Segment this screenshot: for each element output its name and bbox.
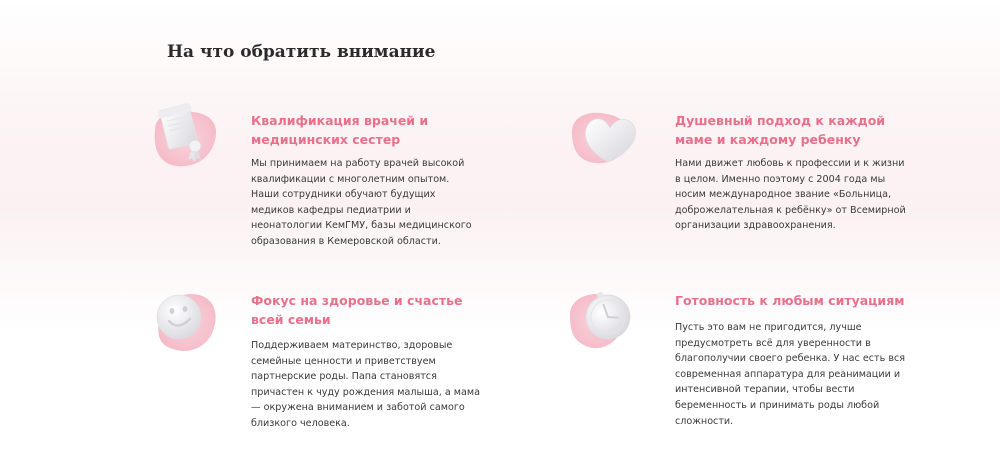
- section-title: На что обратить внимание: [167, 42, 436, 62]
- feature-card-family: [145, 285, 480, 429]
- smiley-icon: [145, 285, 225, 365]
- certificate-icon: [145, 100, 225, 180]
- feature-text: Нами движет любовь к профессии и к жизни в целом. Именно поэтому с 2004 года мы носим международное звание «Больница, доброжелательная к ребёнку» от Всемирной организации здравоохранения.: [675, 158, 906, 232]
- feature-text: Поддерживаем материнство, здоровые семейные ценности и приветствуем партнерские роды. Папа становятся причастен к чуду рождения малыша, а мама — окружена вниманием и заботой самого близкого человека.: [251, 340, 480, 429]
- feature-title: Фокус на здоровье и счастье всей семьи: [251, 293, 463, 327]
- clock-icon: [568, 285, 648, 365]
- feature-text: Мы принимаем на работу врачей высокой квалификации с многолетним опытом. Наши сотрудники обучают будущих медиков кафедры педиатрии и неонатологии КемГМУ, базы медицинского образования в Кемеровской области.: [251, 158, 472, 247]
- feature-card-qualification: [145, 100, 475, 260]
- feature-card-readiness: [568, 285, 906, 427]
- feature-text: Пусть это вам не пригодится, лучше предусмотреть всё для уверенности в благополучии своего ребенка. У нас есть вся современная аппаратура для реанимации и интенсивной терапии, чтобы вести беременность и принимать роды любой сложности.: [675, 322, 906, 427]
- feature-title: Душевный подход к каждой маме и каждому ребенку: [675, 113, 886, 147]
- feature-card-approach: [568, 100, 906, 240]
- heart-icon: [568, 100, 648, 180]
- feature-title: Квалификация врачей и медицинских сестер: [251, 113, 429, 147]
- feature-title: Готовность к любым ситуациям: [675, 293, 905, 308]
